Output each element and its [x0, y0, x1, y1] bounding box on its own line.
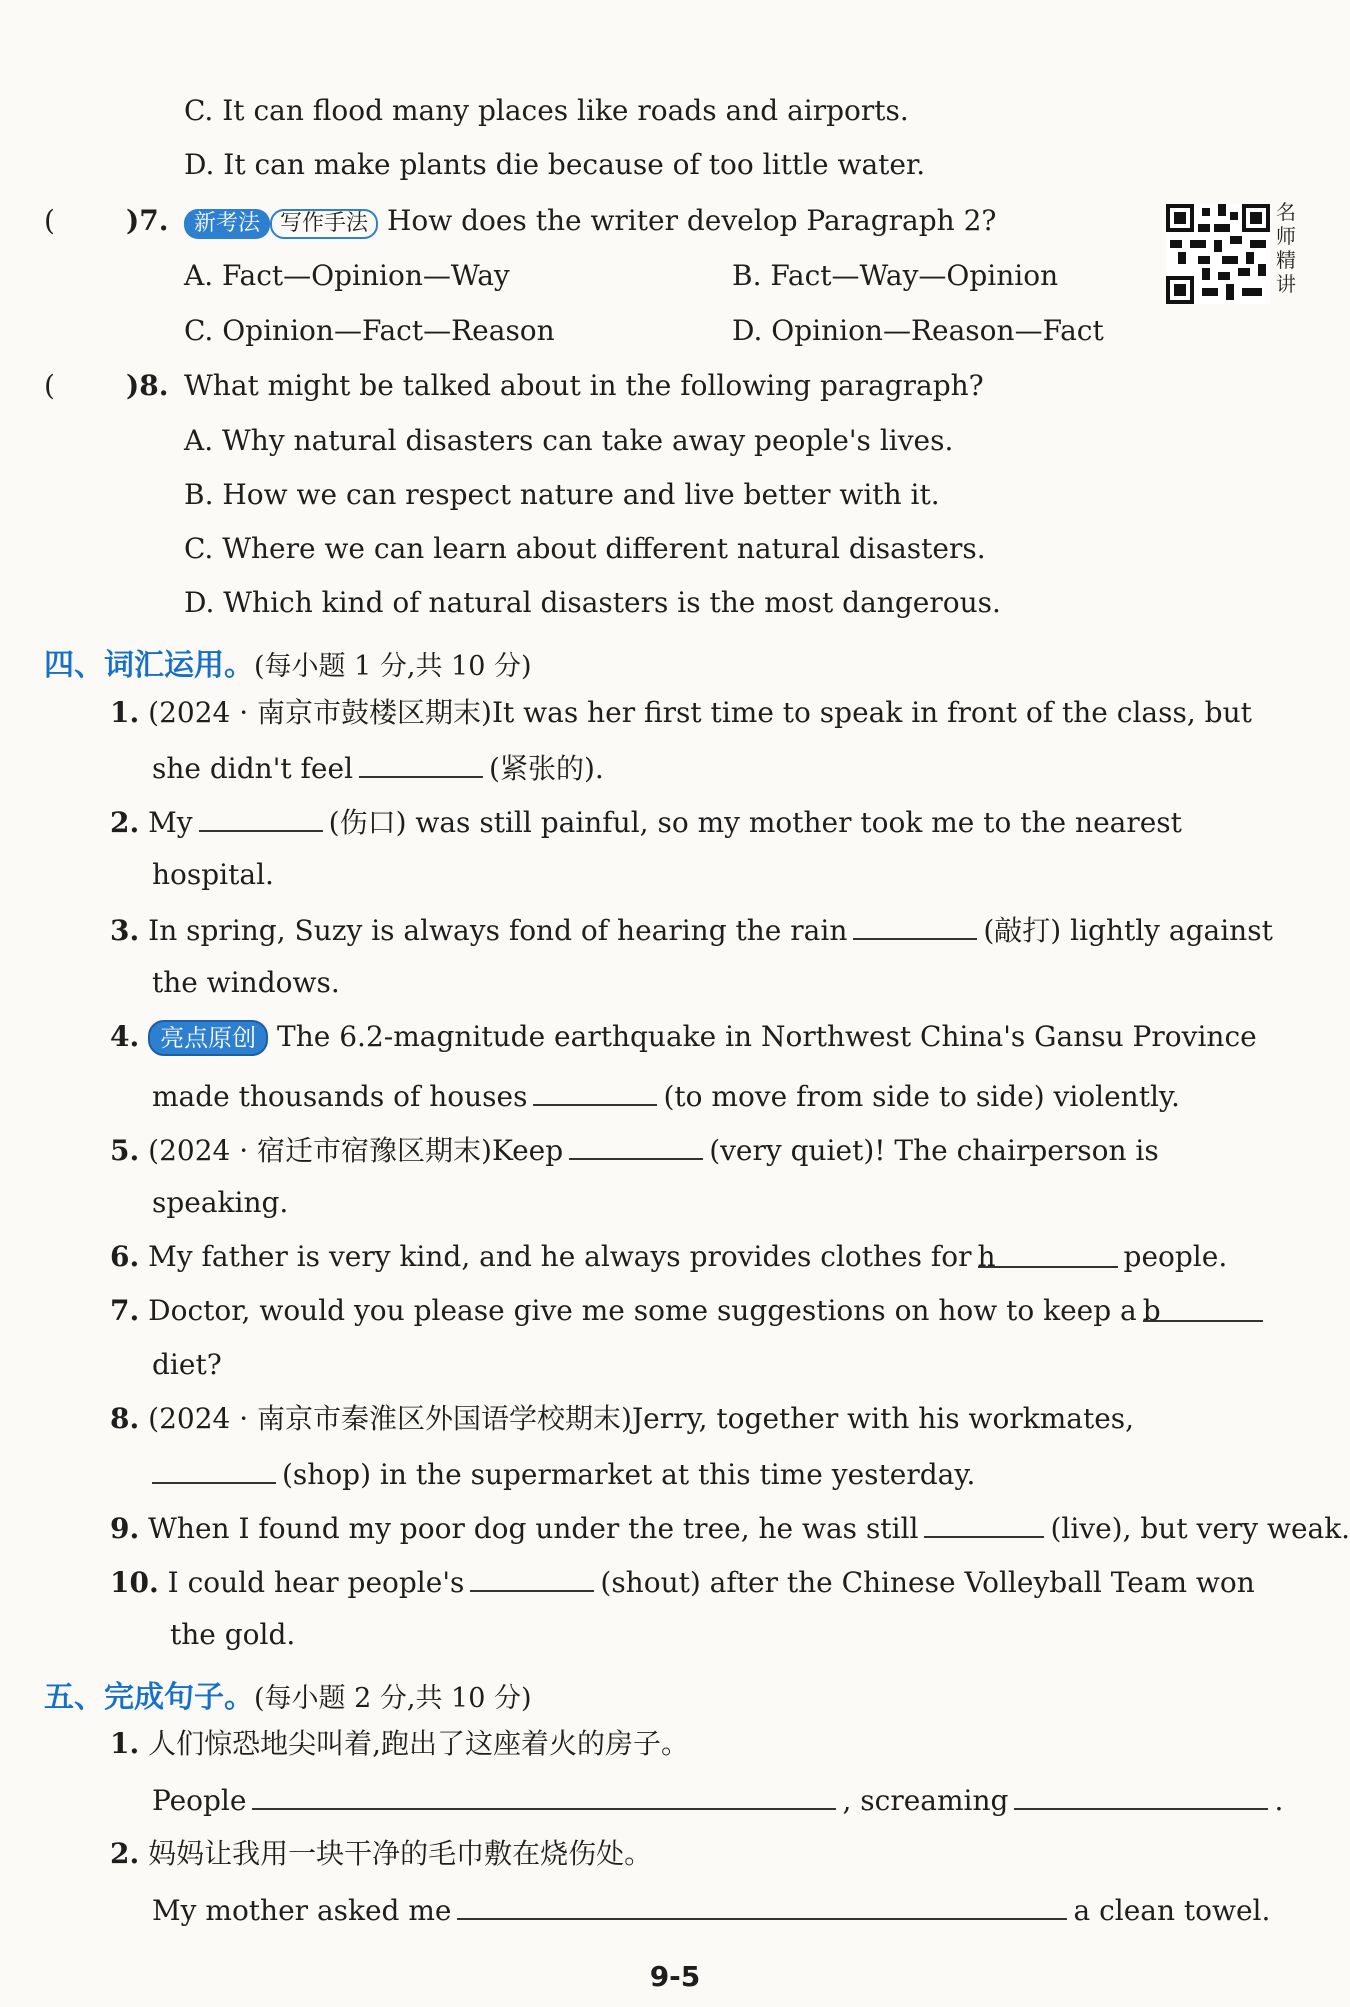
vocab-item-9-blank[interactable]: [924, 1510, 1044, 1538]
vocab-item-7-line1: 7. Doctor, would you please give me some suggestions on how to keep a b: [110, 1294, 1269, 1328]
vocab-item-7-line2: diet?: [152, 1348, 222, 1381]
vocab-item-5-blank[interactable]: [569, 1132, 703, 1160]
vocab-item-3-line2: the windows.: [152, 966, 340, 999]
q6-option-d: D. It can make plants die because of too little water.: [184, 148, 926, 181]
q7-answer-paren-left: (: [44, 204, 55, 237]
sentence-item-2-blank[interactable]: [457, 1892, 1067, 1920]
section-4-score: (每小题 1 分,共 10 分): [254, 651, 532, 682]
q8-number: )8.: [126, 369, 169, 402]
sentence-item-1-blank-1[interactable]: [252, 1782, 836, 1810]
q7-option-b: B. Fact—Way—Opinion: [732, 259, 1059, 292]
q7-question: How does the writer develop Paragraph 2?: [386, 204, 997, 237]
vocab-item-2-blank[interactable]: [199, 804, 323, 832]
vocab-item-6-blank[interactable]: h: [978, 1240, 1118, 1268]
vocab-item-4-line2: made thousands of houses (to move from side to side) violently.: [152, 1080, 1180, 1113]
vocab-item-1-line1: 1. (2024 · 南京市鼓楼区期末)It was her first time to speak in front of the class, but: [110, 696, 1252, 729]
vocab-item-8-line2: (shop) in the supermarket at this time yesterday.: [152, 1456, 975, 1492]
q8-option-a: A. Why natural disasters can take away people's lives.: [184, 424, 954, 457]
vocab-item-7-blank[interactable]: b: [1143, 1294, 1263, 1322]
vocab-item-2-line1: 2. My (伤口) was still painful, so my mother took me to the nearest: [110, 806, 1182, 839]
section-5-title: 五、完成句子。: [44, 1680, 254, 1715]
q8-option-b: B. How we can respect nature and live better with it.: [184, 478, 940, 511]
vocab-item-10-line2: the gold.: [170, 1618, 296, 1651]
vocab-item-3-line1: 3. In spring, Suzy is always fond of hearing the rain (敲打) lightly against: [110, 914, 1273, 947]
sentence-item-1-english: People , screaming .: [152, 1784, 1284, 1817]
sentence-item-2-english: My mother asked me a clean towel.: [152, 1894, 1271, 1927]
vocab-item-6-line1: 6. My father is very kind, and he always provides clothes for h people.: [110, 1240, 1228, 1273]
vocab-item-8-line1: 8. (2024 · 南京市秦淮区外国语学校期末)Jerry, together with his workmates,: [110, 1402, 1135, 1435]
vocab-item-1-blank[interactable]: [359, 750, 483, 778]
q7-number: )7.: [126, 204, 169, 237]
writing-technique-tag: 写作手法: [270, 209, 378, 239]
vocab-item-2-line2: hospital.: [152, 858, 274, 891]
new-exam-method-tag: 新考法: [184, 209, 270, 239]
vocab-item-5-line1: 5. (2024 · 宿迁市宿豫区期末)Keep (very quiet)! The chairperson is: [110, 1134, 1159, 1167]
q6-option-c: C. It can flood many places like roads and airports.: [184, 94, 909, 127]
qr-code-icon[interactable]: [1166, 204, 1270, 304]
vocab-item-5-line2: speaking.: [152, 1186, 289, 1219]
section-5-score: (每小题 2 分,共 10 分): [254, 1683, 532, 1714]
q8-answer-paren-left: (: [44, 369, 55, 402]
highlight-original-tag: 亮点原创: [148, 1020, 268, 1056]
vocab-item-10-blank[interactable]: [470, 1564, 594, 1592]
q8-option-c: C. Where we can learn about different natural disasters.: [184, 532, 986, 565]
section-5-heading: [44, 1672, 532, 1716]
qr-code-label: 名师精讲: [1276, 200, 1296, 296]
vocab-item-4-blank[interactable]: [533, 1078, 657, 1106]
q8-question: What might be talked about in the following paragraph?: [184, 369, 984, 402]
section-4-title: 四、词汇运用。: [44, 648, 254, 683]
q7-option-a: A. Fact—Opinion—Way: [184, 259, 510, 292]
q7-question-line: [184, 204, 996, 239]
vocab-item-10-line1: 10. I could hear people's (shout) after the Chinese Volleyball Team won: [110, 1566, 1255, 1599]
section-4-heading: [44, 640, 532, 684]
vocab-item-4-line1: 4. 亮点原创 The 6.2-magnitude earthquake in Northwest China's Gansu Province: [110, 1020, 1257, 1056]
vocab-item-1-line2: she didn't feel (紧张的).: [152, 752, 604, 785]
page-number: 9-5: [649, 1960, 701, 1993]
sentence-item-1-blank-2[interactable]: [1014, 1782, 1268, 1810]
q7-option-c: C. Opinion—Fact—Reason: [184, 314, 555, 347]
vocab-item-8-blank[interactable]: [152, 1456, 276, 1484]
q7-option-d: D. Opinion—Reason—Fact: [732, 314, 1104, 347]
vocab-item-3-blank[interactable]: [853, 912, 977, 940]
sentence-item-2-chinese: 2. 妈妈让我用一块干净的毛巾敷在烧伤处。: [110, 1837, 653, 1870]
sentence-item-1-chinese: 1. 人们惊恐地尖叫着,跑出了这座着火的房子。: [110, 1727, 690, 1760]
q8-option-d: D. Which kind of natural disasters is the most dangerous.: [184, 586, 1001, 619]
vocab-item-9-line1: 9. When I found my poor dog under the tree, he was still (live), but very weak.: [110, 1512, 1350, 1545]
